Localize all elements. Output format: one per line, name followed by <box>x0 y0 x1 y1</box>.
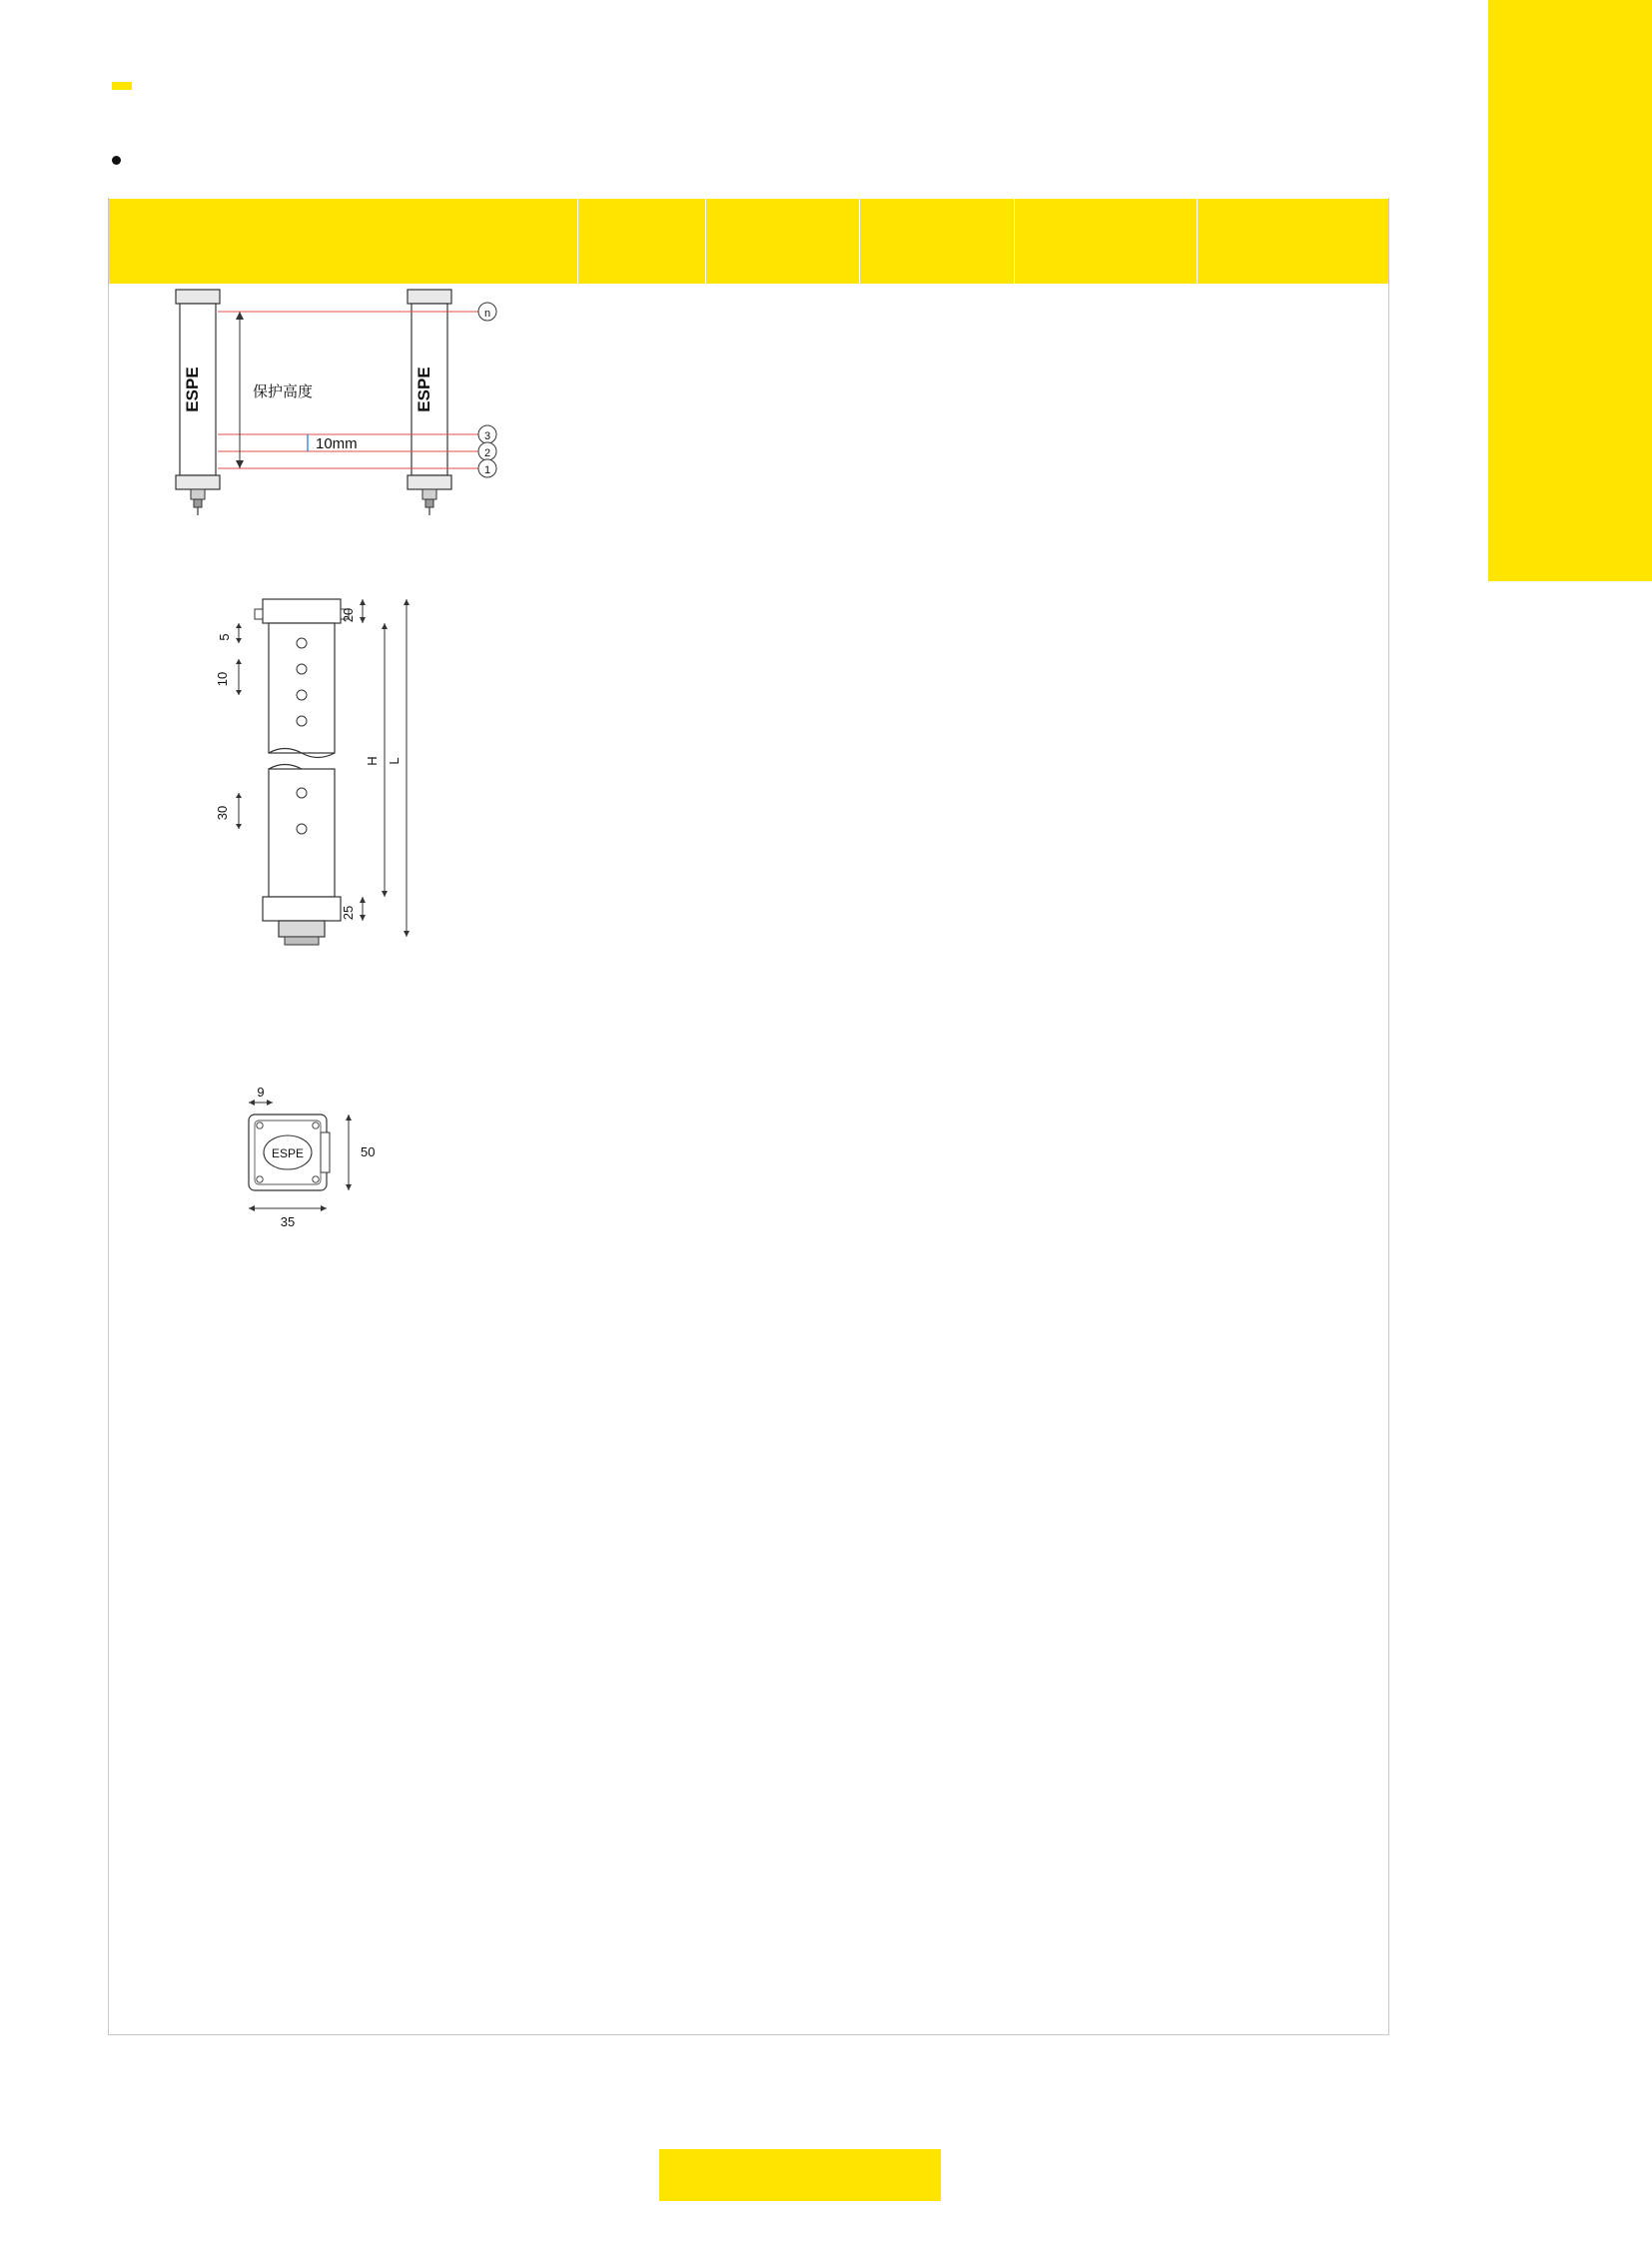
page-title-text <box>112 82 132 90</box>
shape-drawings <box>108 252 577 1889</box>
figure-transmitter-receiver-pair <box>158 272 557 521</box>
subtitle <box>112 156 131 165</box>
svg-text:20: 20 <box>341 607 356 623</box>
svg-text:25: 25 <box>341 905 356 921</box>
svg-text:3: 3 <box>483 430 491 442</box>
svg-text:50: 50 <box>361 1144 376 1159</box>
svg-text:35: 35 <box>280 1214 296 1229</box>
figure-top-view <box>203 1081 452 1250</box>
page-title <box>112 82 132 90</box>
th-protect-height <box>705 199 860 285</box>
rail-banner <box>1488 0 1652 581</box>
th-beams <box>577 199 705 285</box>
svg-text:30: 30 <box>215 805 230 821</box>
footer-website-bar <box>659 2149 941 2201</box>
svg-text:ESPE: ESPE <box>414 367 433 412</box>
svg-text:ESPE: ESPE <box>183 367 202 412</box>
svg-text:10: 10 <box>215 671 230 687</box>
svg-text:n: n <box>483 308 491 320</box>
svg-text:2: 2 <box>483 447 491 459</box>
bullet-icon <box>112 156 121 165</box>
svg-text:H: H <box>365 756 380 766</box>
svg-text:9: 9 <box>257 1085 265 1100</box>
th-total-height <box>860 199 1015 285</box>
svg-text:L: L <box>387 757 402 765</box>
th-model <box>1015 199 1198 285</box>
th-dimensions <box>1198 199 1389 285</box>
svg-text:5: 5 <box>217 633 232 641</box>
svg-text:保护高度: 保护高度 <box>253 383 314 400</box>
svg-text:10mm: 10mm <box>316 435 358 452</box>
svg-text:ESPE: ESPE <box>271 1146 305 1160</box>
svg-text:1: 1 <box>483 464 491 476</box>
figure-front-view <box>203 581 462 1001</box>
